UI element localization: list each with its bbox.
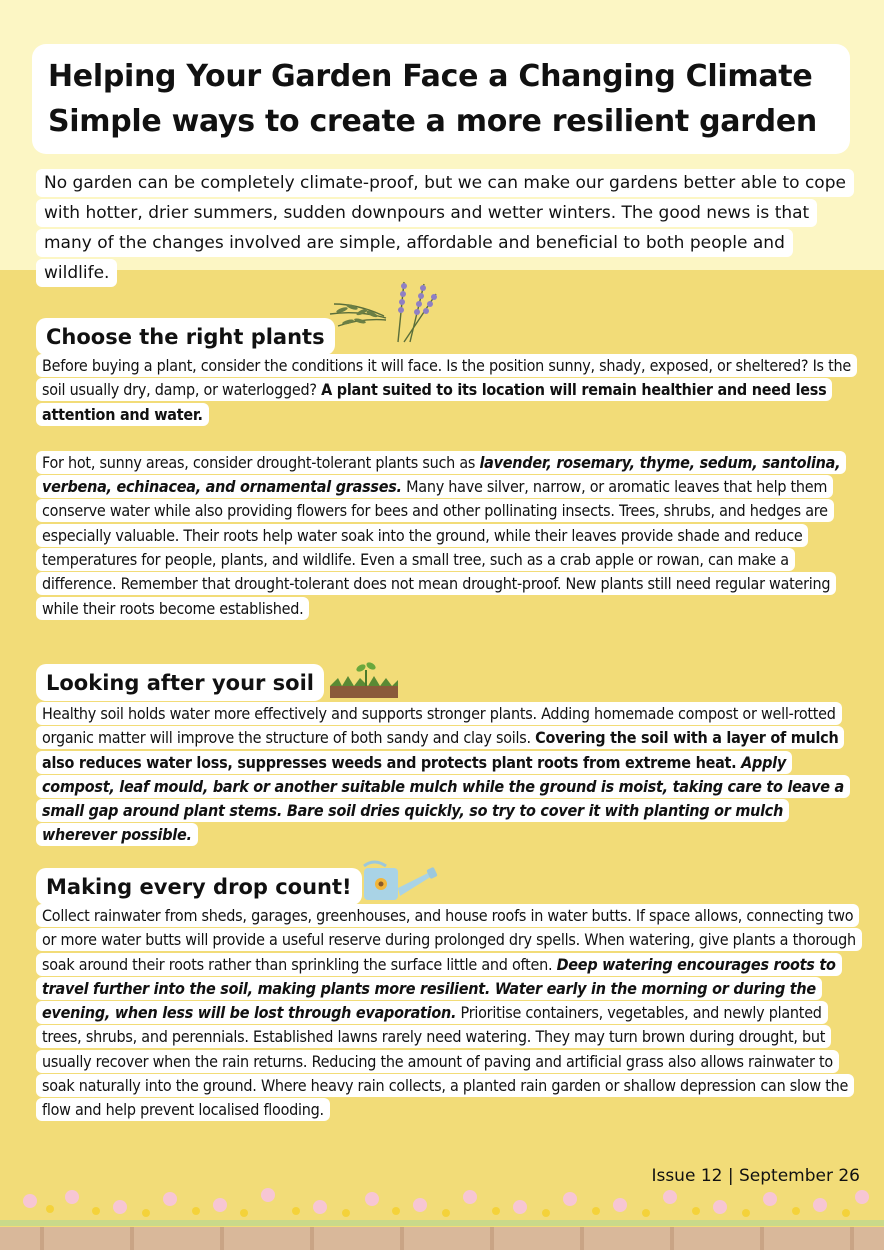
plants-paragraph-1: Before buying a plant, consider the conditions it will face. Is the position sunny, shady, exposed, or sheltered? Is the soil usually dry, damp, or waterlogged? A plant suited to its location will remain healthier and need less attention and water.	[36, 354, 857, 426]
title-box	[32, 44, 850, 154]
issue-footer: Issue 12 | September 26	[651, 1166, 860, 1186]
section-heading-plants: Choose the right plants	[36, 318, 335, 355]
watering-can-icon	[360, 858, 440, 904]
lavender-icon	[328, 274, 446, 344]
flower-border	[0, 1185, 884, 1250]
page-subtitle: Simple ways to create a more resilient garden	[48, 104, 817, 139]
soil-paragraph: Healthy soil holds water more effectively and supports stronger plants. Adding homemade compost or well-rotted organic matter will improve the structure of both sandy and clay soils. Covering the soil with a layer of mulch also reduces water loss, suppresses weeds and protects plant roots from extreme heat. Apply compost, leaf mould, bark or another suitable mulch while the ground is moist, taking care to leave a small gap around plant stems. Bare soil dries quickly, so try to cover it with planting or mulch wherever possible.	[36, 702, 850, 846]
section-water	[36, 904, 862, 1123]
section-heading-water: Making every drop count!	[36, 868, 362, 905]
seedling-icon	[328, 658, 400, 700]
plants-paragraph-2: For hot, sunny areas, consider drought-tolerant plants such as lavender, rosemary, thyme, sedum, santolina, verbena, echinacea, and ornamental grasses. Many have silver, narrow, or aromatic leaves that help them conserve water while also providing flowers for bees and other pollinating insects. Trees, shrubs, and hedges are especially valuable. Their roots help water soak into the ground, while their leaves provide shade and reduce temperatures for people, plants, and wildlife. Even a small tree, such as a crab apple or rowan, can make a difference. Remember that drought-tolerant does not mean drought-proof. New plants still need regular watering while their roots become established.	[36, 451, 846, 620]
section-plants	[36, 354, 862, 621]
water-paragraph: Collect rainwater from sheds, garages, greenhouses, and house roofs in water butts. If space allows, connecting two or more water butts will provide a useful reserve during prolonged dry spells. When watering, give plants a thorough soak around their roots rather than sprinkling the surface little and often. Deep watering encourages roots to travel further into the soil, making plants more resilient. Water early in the morning or during the evening, when less will be lost through evaporation. Prioritise containers, vegetables, and newly planted trees, shrubs, and perennials. Established lawns rarely need watering. They may turn brown during drought, but usually recover when the rain returns. Reducing the amount of paving and artificial grass also allows rainwater to soak naturally into the ground. Where heavy rain collects, a planted rain garden or shallow depression can slow the flow and help prevent localised flooding.	[36, 904, 862, 1121]
section-heading-soil: Looking after your soil	[36, 664, 324, 701]
intro-paragraph	[36, 168, 846, 288]
page-title: Helping Your Garden Face a Changing Climate	[48, 59, 813, 94]
intro-text: No garden can be completely climate-proof, but we can make our gardens better able to cope with hotter, drier summers, sudden downpours and wetter winters. The good news is that many of the changes involved are simple, affordable and beneficial to both people and wildlife.	[36, 169, 854, 287]
section-soil	[36, 702, 862, 848]
